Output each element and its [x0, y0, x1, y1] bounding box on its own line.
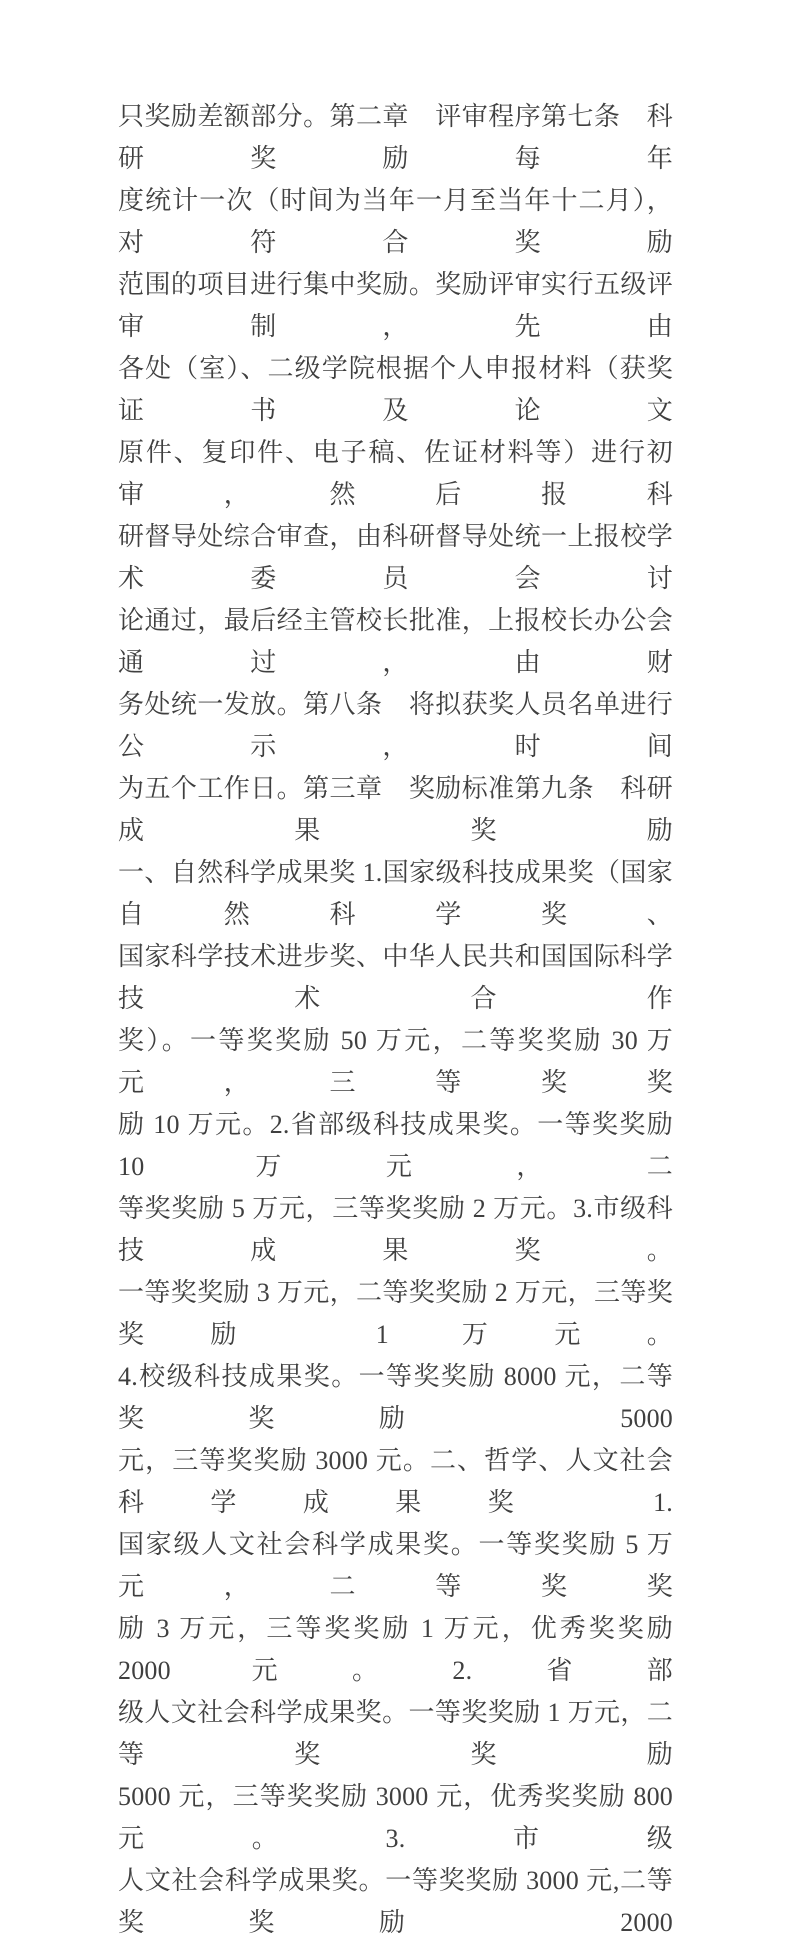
- text-line: 励 3 万元，三等奖奖励 1 万元，优秀奖奖励 2000 元。2.省部: [118, 1614, 673, 1685]
- text-line: 等奖奖励 5 万元，三等奖奖励 2 万元。3.市级科技成果奖。: [118, 1194, 673, 1265]
- text-line: 励 10 万元。2.省部级科技成果奖。一等奖奖励 10 万元，二: [118, 1110, 673, 1181]
- text-line: 一等奖奖励 3 万元，二等奖奖励 2 万元，三等奖奖励 1 万元。: [118, 1278, 673, 1349]
- text-line: 各处（室）、二级学院根据个人申报材料（获奖证书及论文: [118, 354, 673, 425]
- text-line: 研督导处综合审查，由科研督导处统一上报校学术委员会讨: [118, 522, 673, 593]
- text-line: 5000 元，三等奖奖励 3000 元，优秀奖奖励 800 元。3.市级: [118, 1782, 673, 1853]
- text-line: 一、自然科学成果奖 1.国家级科技成果奖（国家自然科学奖、: [118, 858, 673, 929]
- text-line: 4.校级科技成果奖。一等奖奖励 8000 元，二等奖奖励 5000: [118, 1362, 673, 1433]
- text-line: 原件、复印件、电子稿、佐证材料等）进行初审，然后报科: [118, 438, 673, 509]
- document-text-block: [118, 96, 673, 1944]
- text-line: 论通过，最后经主管校长批准，上报校长办公会通过，由财: [118, 606, 673, 677]
- text-line: 国家科学技术进步奖、中华人民共和国国际科学技术合作: [118, 942, 673, 1013]
- text-line: 度统计一次（时间为当年一月至当年十二月），对符合奖励: [118, 186, 673, 257]
- text-line: 为五个工作日。第三章 奖励标准第九条 科研成果奖励: [118, 774, 673, 845]
- text-line: 国家级人文社会科学成果奖。一等奖奖励 5 万元，二等奖奖: [118, 1530, 673, 1601]
- text-line: 务处统一发放。第八条 将拟获奖人员名单进行公示，时间: [118, 690, 673, 761]
- text-line: 奖）。一等奖奖励 50 万元，二等奖奖励 30 万元，三等奖奖: [118, 1026, 673, 1097]
- text-line: 只奖励差额部分。第二章 评审程序第七条 科研奖励每年: [118, 102, 673, 173]
- text-line: 元，三等奖奖励 3000 元。二、哲学、人文社会科学成果奖 1.: [118, 1446, 673, 1517]
- text-line: 级人文社会科学成果奖。一等奖奖励 1 万元，二等奖奖励: [118, 1698, 673, 1769]
- text-line: 人文社会科学成果奖。一等奖奖励 3000 元,二等奖奖励 2000: [118, 1866, 673, 1937]
- text-line: 范围的项目进行集中奖励。奖励评审实行五级评审制，先由: [118, 270, 673, 341]
